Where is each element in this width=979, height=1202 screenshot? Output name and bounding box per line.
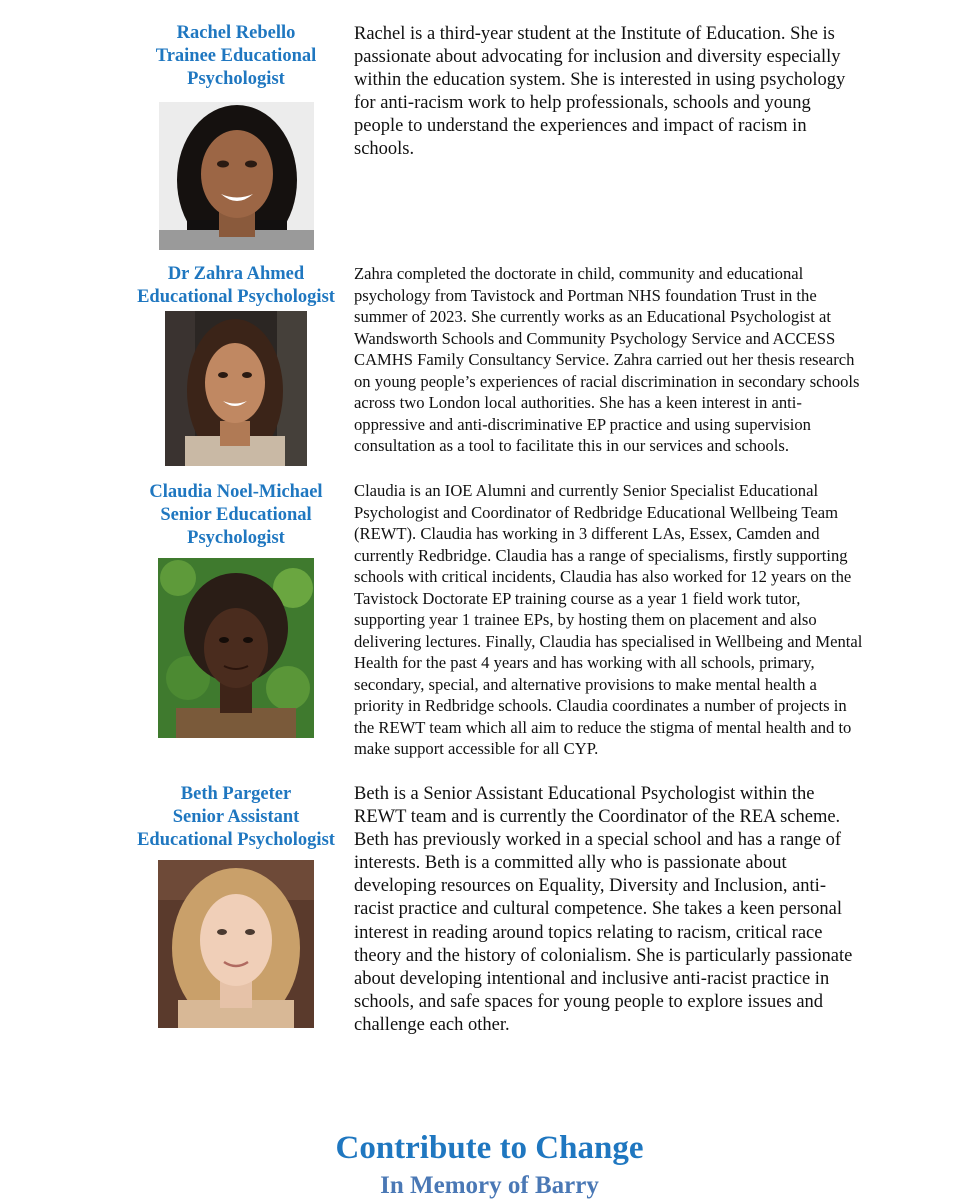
profile-role-line: Psychologist xyxy=(187,528,285,548)
beth-pargeter-photo xyxy=(158,860,314,1028)
profile-role-line: Trainee Educational xyxy=(155,46,317,66)
profile-header xyxy=(120,263,352,466)
profile-role-line: Educational Psychologist xyxy=(137,287,335,307)
profile-bio: Claudia is an IOE Alumni and currently Senior Specialist Educational Psychologist and Coordinator of Redbridge Educational Wellbeing Team (REWT). Claudia has working in 3 different LAs, Essex, Camden and currently Redbridge. Claudia has a range of specialisms, firstly supporting schools with critical incidents, Claudia has also worked for 12 years on the Tavistock Doctorate EP training course as a year 1 field work tutor, supporting year 1 trainee EPs, by hosting them on placement and also delivering lectures. Finally, Claudia has specialised in Wellbeing and Mental Health for the past 4 years and has working with all schools, primary, secondary, special, and alternative provisions to make mental health a priority in Redbridge schools. Claudia coordinates a number of projects in the REWT team which all aim to reduce the stigma of mental health and to make support accessible for all CYP. xyxy=(354,481,863,758)
profile-name: Rachel Rebello xyxy=(176,23,296,43)
profile-header xyxy=(120,22,352,250)
profile-name: Claudia Noel-Michael xyxy=(149,482,323,502)
profile-name-title xyxy=(120,481,352,550)
claudia-noel-michael-photo xyxy=(158,558,314,738)
footer-title: Contribute to Change xyxy=(335,1130,644,1166)
profile-bio: Zahra completed the doctorate in child, community and educational psychology from Tavistock and Portman NHS foundation Trust in the summer of 2023. She currently works as an Educational Psychologist at Wandsworth Schools and Community Psychology Service and ACCESS CAMHS Family Consultancy Service. Zahra carried out her thesis research on young people’s experiences of racial discrimination in secondary schools across two London local authorities. She has a keen interest in anti-oppressive and anti-discriminative EP practice and using supervision consultation as a tool to facilitate this in our services and schools. xyxy=(354,264,860,455)
profile-name-title xyxy=(120,783,352,852)
profile-role-line: Educational Psychologist xyxy=(137,830,335,850)
profile-name-title xyxy=(120,263,352,309)
profile-bio: Rachel is a third-year student at the Institute of Education. She is passionate about advocating for inclusion and diversity especially within the education system. She is interested in using psychology for anti-racism work to help professionals, schools and young people to understand the experiences and impact of racism in schools. xyxy=(354,24,846,160)
profile-name: Dr Zahra Ahmed xyxy=(167,264,305,284)
profile-header xyxy=(120,783,352,1028)
profile-bio: Beth is a Senior Assistant Educational Psychologist within the REWT team and is currently the Coordinator of the REA scheme. Beth has previously worked in a special school and has a range of interests. Beth is a committed ally who is passionate about developing resources on Equality, Diversity and Inclusion, anti-racist practice and cultural competence. She takes a keen personal interest in reading around topics relating to racism, critical race theory and the history of colonialism. She is particularly passionate about developing intentional and inclusive anti-racist practice in schools, and safe spaces for young people to explore issues and challenge each other. xyxy=(354,784,853,1035)
profile-role-line: Senior Assistant xyxy=(172,807,300,827)
profile-header xyxy=(120,481,352,738)
profile-role-line: Psychologist xyxy=(187,69,285,89)
rachel-rebello-photo xyxy=(159,102,314,250)
profile-name: Beth Pargeter xyxy=(180,784,292,804)
zahra-ahmed-photo xyxy=(165,311,307,466)
profile-role-line: Senior Educational xyxy=(160,505,312,525)
profile-name-title xyxy=(120,22,352,91)
footer-subtitle: In Memory of Barry xyxy=(380,1172,599,1199)
